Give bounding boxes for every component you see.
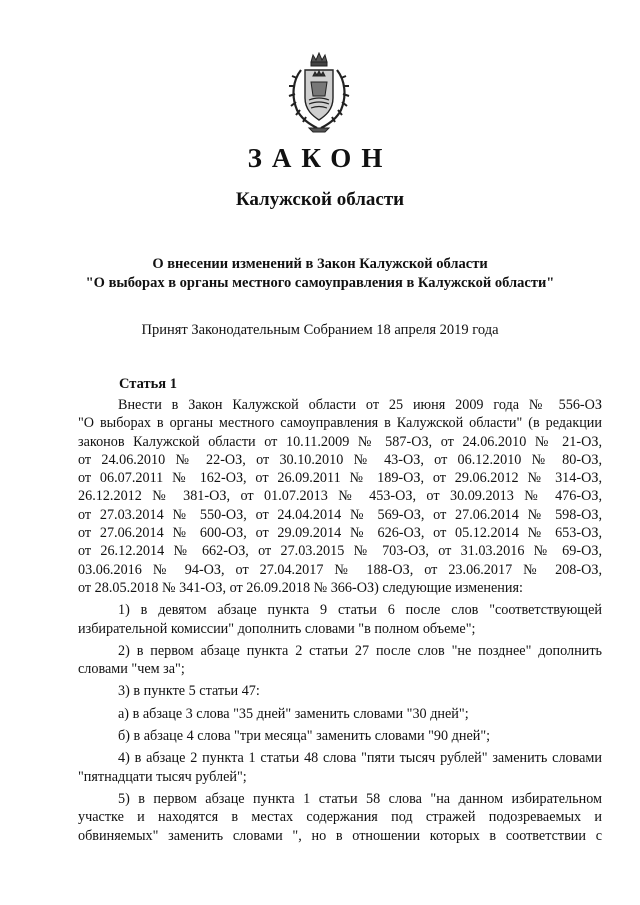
law-heading-line1: О внесении изменений в Закон Калужской области <box>152 256 488 272</box>
text-line: 5) в первом абзаце пункта 1 статьи 58 слова "на данном избирательном <box>118 790 602 807</box>
paragraph-5 <box>78 705 602 723</box>
paragraph-6 <box>78 727 602 745</box>
text-line: законов Калужской области от 10.11.2009 № 587-ОЗ, от 24.06.2010 № 21-ОЗ, <box>78 433 602 450</box>
text-line: "О выборах в органы местного самоуправления в Калужской области" (в редакции <box>78 415 602 432</box>
text-line: 3) в пункте 5 статьи 47: <box>118 683 260 700</box>
text-line: от 24.06.2010 № 22-ОЗ, от 30.10.2010 № 43-ОЗ, от 06.12.2010 № 80-ОЗ, <box>78 451 602 468</box>
paragraph-1 <box>78 396 602 597</box>
text-line: Внести в Закон Калужской области от 25 июня 2009 года № 556-ОЗ <box>118 397 602 413</box>
adoption-note: Принят Законодательным Собранием 18 апреля 2019 года <box>141 322 499 338</box>
text-line: словами "чем за"; <box>78 661 185 678</box>
paragraph-4 <box>78 682 602 700</box>
document-title: ЗАКОН <box>247 143 393 173</box>
text-line: от 27.06.2014 № 600-ОЗ, от 29.09.2014 № 626-ОЗ, от 05.12.2014 № 653-ОЗ, <box>78 525 602 542</box>
law-heading <box>0 255 640 293</box>
text-line: а) в абзаце 3 слова "35 дней" заменить словами "30 дней"; <box>118 705 469 722</box>
paragraph-2 <box>78 601 602 638</box>
text-line: 03.06.2016 № 94-ОЗ, от 27.04.2017 № 188-ОЗ, от 23.06.2017 № 208-ОЗ, <box>78 561 602 578</box>
text-line: 2) в первом абзаце пункта 2 статьи 27 после слов "не позднее" дополнить <box>118 642 602 659</box>
text-line: от 28.05.2018 № 341-ОЗ, от 26.09.2018 № 366-ОЗ) следующие изменения: <box>78 579 523 596</box>
paragraph-7 <box>78 749 602 786</box>
coat-of-arms-icon <box>287 52 351 134</box>
text-line: 26.12.2012 № 381-ОЗ, от 01.07.2013 № 453-ОЗ, от 30.09.2013 № 476-ОЗ, <box>78 488 602 505</box>
text-line: 1) в девятом абзаце пункта 9 статьи 6 после слов "соответствующей <box>118 602 602 619</box>
text-line: "пятнадцати тысяч рублей"; <box>78 768 247 785</box>
text-line: от 26.12.2014 № 662-ОЗ, от 27.03.2015 № 703-ОЗ, от 31.03.2016 № 69-ОЗ, <box>78 543 602 560</box>
text-line: от 27.03.2014 № 550-ОЗ, от 24.04.2014 № 569-ОЗ, от 27.06.2014 № 598-ОЗ, <box>78 506 602 523</box>
text-line: обвиняемых" заменить словами ", но в отношении которых в соответствии с <box>78 827 602 844</box>
article-heading: Статья 1 <box>119 376 177 392</box>
paragraph-3 <box>78 642 602 679</box>
text-line: от 06.07.2011 № 162-ОЗ, от 26.09.2011 № 189-ОЗ, от 29.06.2012 № 314-ОЗ, <box>78 470 602 487</box>
text-line: участке и находятся в местах содержания под стражей подозреваемых и <box>78 809 602 826</box>
text-line: 4) в абзаце 2 пункта 1 статьи 48 слова "пяти тысяч рублей" заменить словами <box>118 750 602 767</box>
text-line: избирательной комиссии" дополнить словами "в полном объеме"; <box>78 620 476 637</box>
text-line: б) в абзаце 4 слова "три месяца" заменить словами "90 дней"; <box>118 728 491 745</box>
document-body <box>78 396 602 845</box>
law-heading-line2: "О выборах в органы местного самоуправления в Калужской области" <box>85 275 555 291</box>
paragraph-8 <box>78 790 602 845</box>
region-subtitle: Калужской области <box>235 189 405 210</box>
